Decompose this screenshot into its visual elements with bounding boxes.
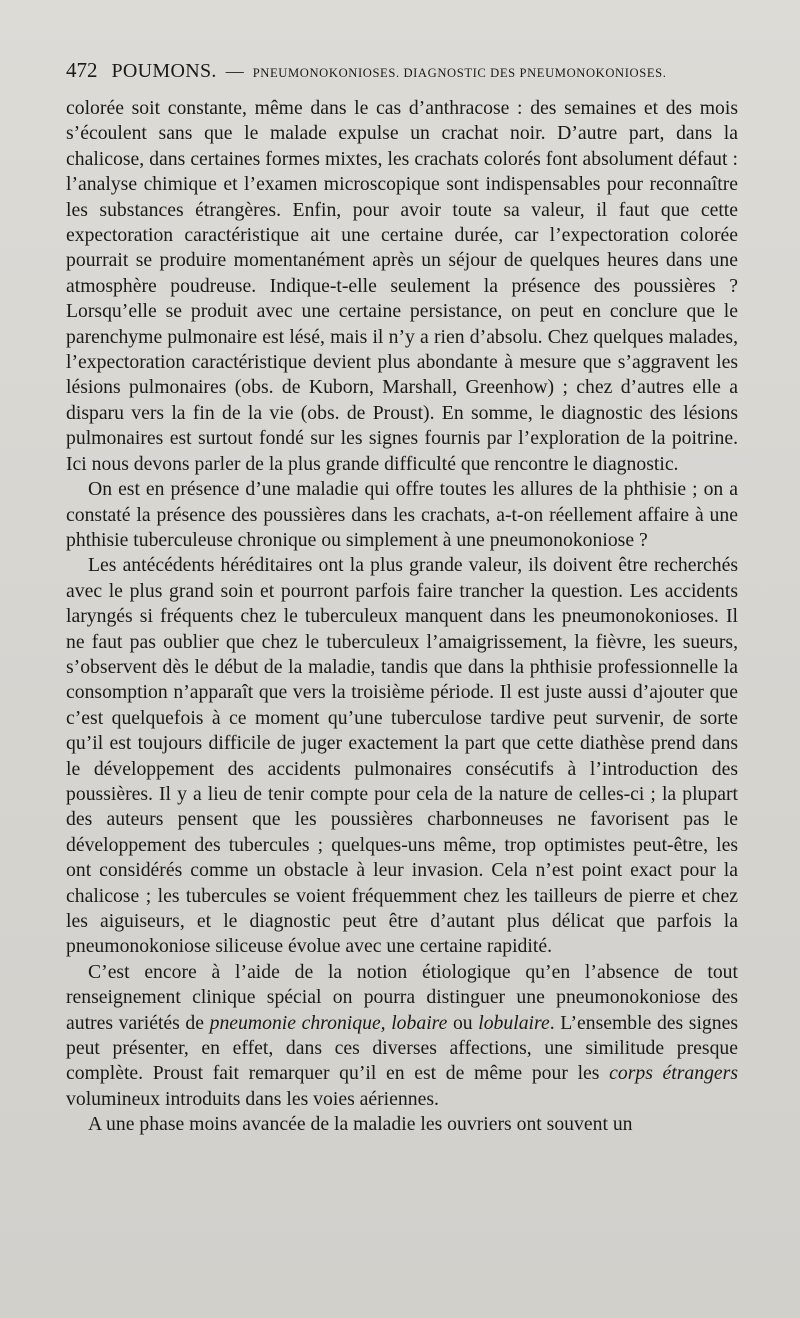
chapter-subtitle: PNEUMONOKONIOSES. DIAGNOSTIC DES PNEUMONOKONIOSES.: [252, 66, 667, 80]
paragraph-phthisie-question: On est en présence d’une maladie qui offre toutes les allures de la phthisie ; on a constaté la présence des poussières dans les crachats, a-t-on réellement affaire à une phthisie tuberculeuse chronique ou simplement à une pneumonokoniose ?: [66, 478, 738, 551]
header-dash: —: [225, 61, 244, 81]
italic-term: corps étrangers: [609, 1062, 738, 1085]
text-run: ou: [447, 1011, 479, 1034]
section-title: POUMONS.: [111, 60, 217, 82]
text-run: C’est encore à l’aide de la notion étiologique qu’en l’absence de tout renseignement clinique spécial on pourra distinguer une pneumonokoniose des autres variétés de: [66, 960, 738, 1034]
italic-term: pneumonie chronique, lobaire: [209, 1011, 448, 1034]
italic-term: lobulaire: [478, 1011, 550, 1034]
paragraph-final-line: A une phase moins avancée de la maladie les ouvriers ont souvent un: [88, 1113, 633, 1136]
body-text: [66, 96, 738, 1138]
paragraph-antecedents: Les antécédents héréditaires ont la plus grande valeur, ils doivent être recherchés avec le plus grand soin et pourront parfois faire trancher la question. Les accidents laryngés si fréquents chez le tuberculeux manquent dans les pneumonokonioses. Il ne faut pas oublier que chez le tuberculeux l’amaigrissement, la fièvre, les sueurs, s’observent dès le début de la maladie, tandis que dans la phthisie professionnelle la consomption n’apparaît que vers la troisième période. Il est juste aussi d’ajouter que c’est quelquefois à ce moment qu’une tuberculose tardive peut survenir, de sorte qu’il est toujours difficile de juger exactement la part que cette diathèse prend dans le développement des accidents pulmonaires consécutifs à l’introduction des poussières. Il y a lieu de tenir compte pour cela de la nature de celles-ci ; la plupart des auteurs pensent que les poussières charbonneuses ne favorisent pas le développement des tubercules ; quelques-uns même, trop optimistes peut-être, les ont considérés comme un obstacle à leur invasion. Cela n’est point exact pour la chalicose ; les tubercules se voient fréquemment chez les tailleurs de pierre et chez les aiguiseurs, et le diagnostic peut être d’autant plus délicat que parfois la pneumonokoniose siliceuse évolue avec une certaine rapidité.: [66, 554, 738, 958]
text-run: volumineux introduits dans les voies aériennes.: [66, 1087, 439, 1110]
running-head: [66, 58, 738, 94]
page-number: 472: [66, 58, 98, 82]
paragraph-continuation: colorée soit constante, même dans le cas d’anthracose : des semaines et des mois s’écoulent sans que le malade expulse un crachat noir. D’autre part, dans la chalicose, dans certaines formes mixtes, les crachats colorés font absolument défaut : l’analyse chimique et l’examen microscopique sont indispensables pour reconnaître les substances étrangères. Enfin, pour avoir toute sa valeur, il faut que cette expectoration caractéristique ait une certaine durée, car l’expectoration colorée pourrait se produire momentanément après un séjour de quelques heures dans une atmosphère poudreuse. Indique-t-elle seulement la présence des poussières ? Lorsqu’elle se produit avec une certaine persistance, on peut en conclure que le parenchyme pulmonaire est lésé, mais il n’y a rien d’absolu. Chez quelques malades, l’expectoration caractéristique devient plus abondante à mesure que s’aggravent les lésions pulmonaires (obs. de Kuborn, Marshall, Greenhow) ; chez d’autres elle a disparu vers la fin de la vie (obs. de Proust). En somme, le diagnostic des lésions pulmonaires est surtout fondé sur les signes fournis par l’exploration de la poitrine. Ici nous devons parler de la plus grande difficulté que rencontre le diagnostic.: [66, 97, 738, 475]
paragraph-etiology: [66, 960, 738, 1112]
text-run: . L’ensemble des signes peut présenter, en effet, dans ces diverses affections, une similitude presque complète. Proust fait remarquer qu’il en est de même pour les: [66, 1011, 738, 1085]
